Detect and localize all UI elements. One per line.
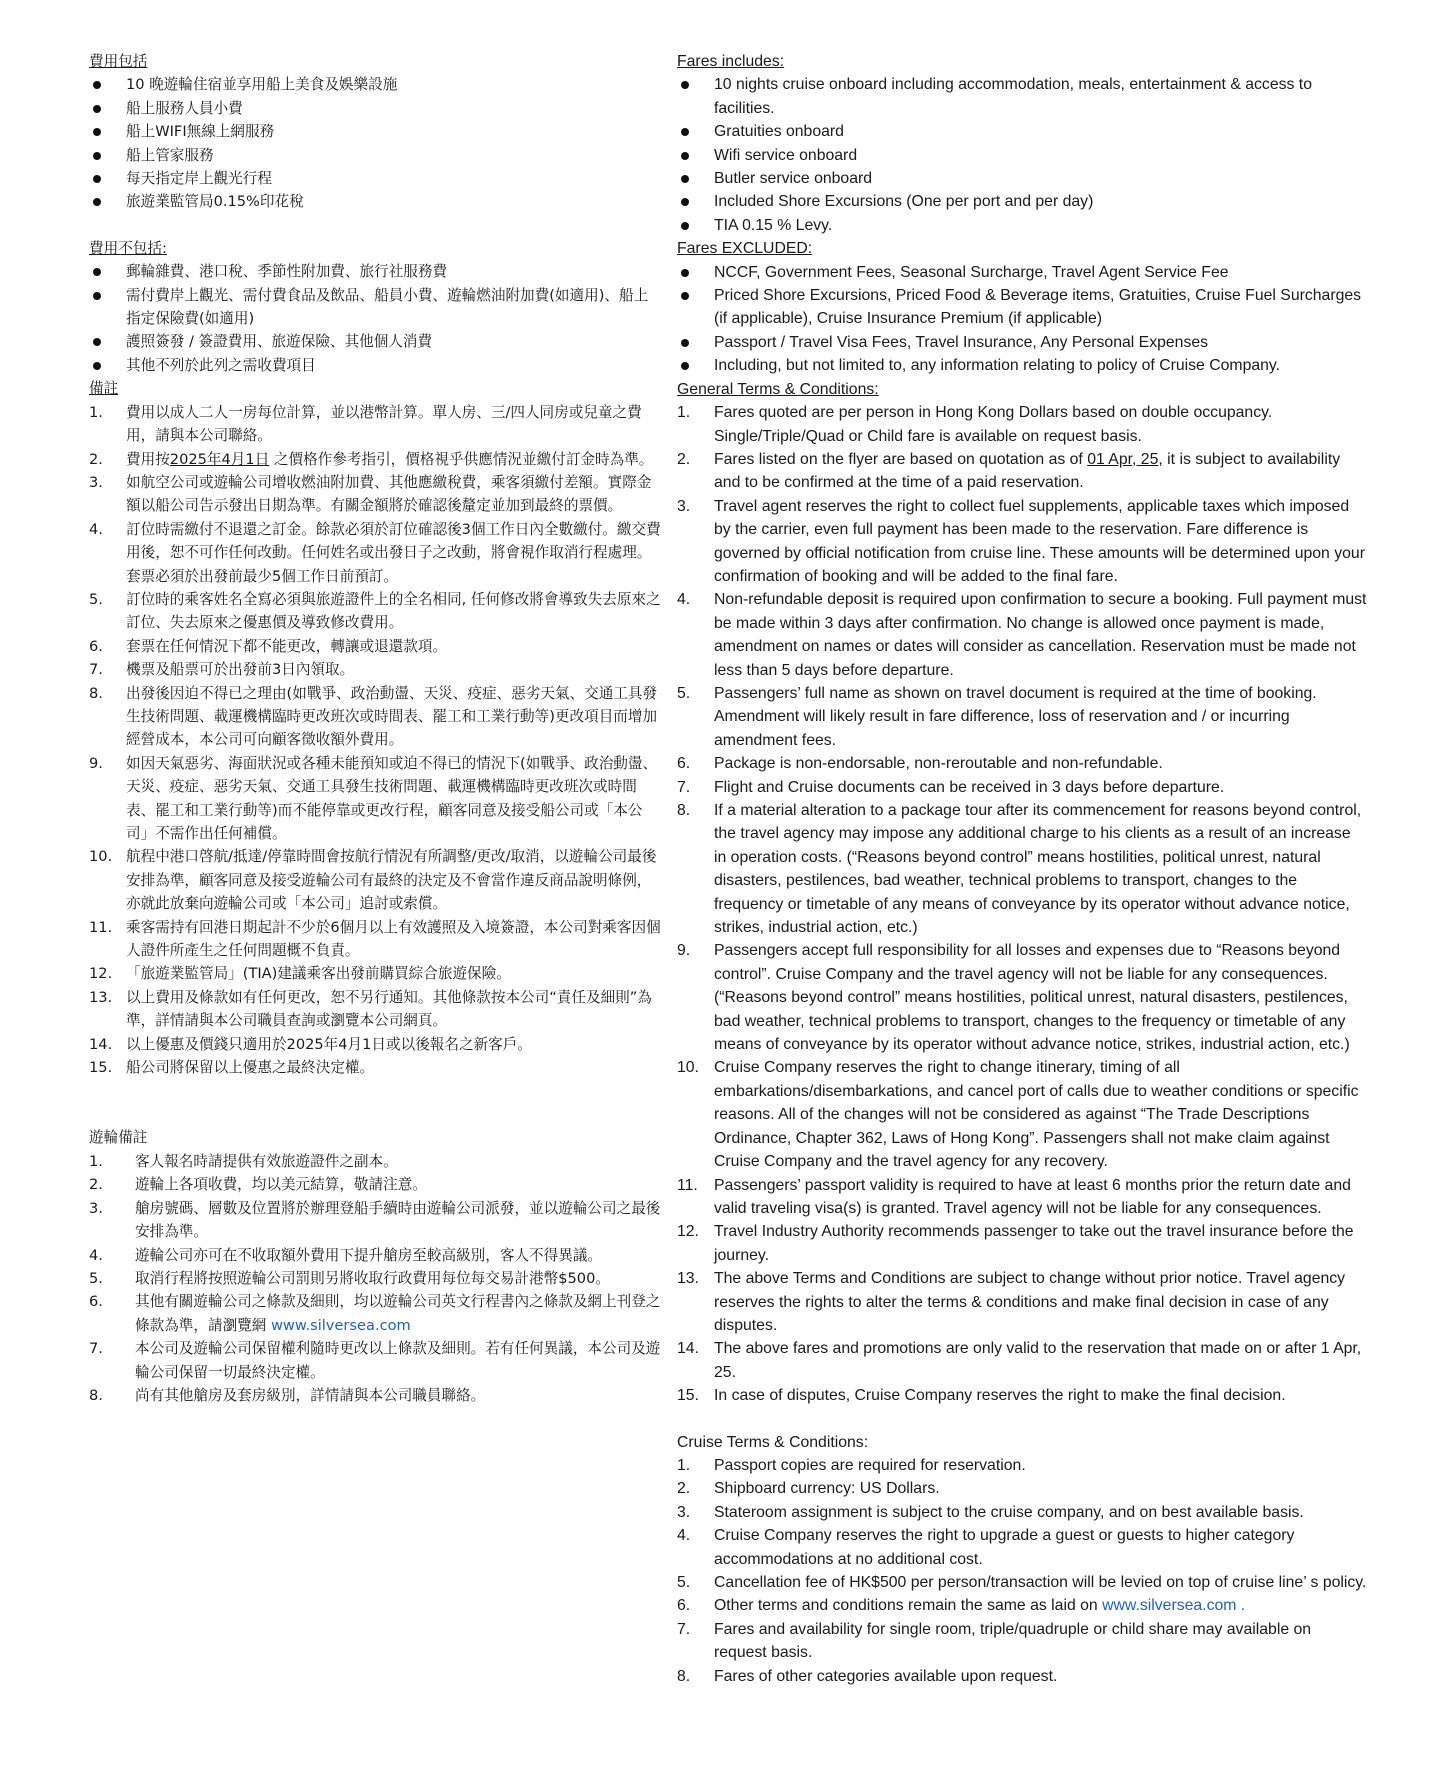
- list-item: 4. Non-refundable deposit is required upon confirmation to secure a booking. Full payment must be made within 3 days after confirmation. No change is allowed once payment is made, amendment on names or dates will consider as cancellation. Reservation must be made not less than 5 days before departure.: [677, 591, 1367, 679]
- bullet-icon: [681, 128, 689, 136]
- list-item: 2. 遊輪上各項收費，均以美元結算，敬請注意。: [89, 1176, 427, 1194]
- list-item: 10 晚遊輪住宿並享用船上美食及娛樂設施: [89, 73, 662, 96]
- bullet-icon: [93, 362, 101, 370]
- excluded-list-en: [677, 261, 1367, 378]
- list-item: 10. 航程中港口啓航/抵達/停靠時間會按航行情況有所調整/更改/取消，以遊輪公司最後安排為準，顧客同意及接受遊輪公司有最終的決定及不會當作違反商品說明條例，亦就此放棄向遊輪公司或「本公司」追討或索償。: [89, 848, 657, 913]
- list-item: 9. 如因天氣惡劣、海面狀況或各種未能預知或迫不得已的情況下(如戰爭、政治動盪、天災、疫症、惡劣天氣、交通工具發生技術問題、載運機構臨時更改班次或時間表、罷工和工業行動等)而不能停靠或更改行程，顧客同意及接受船公司或「本公司」不需作出任何補償。: [89, 754, 658, 842]
- excluded-heading-en: Fares EXCLUDED:: [677, 240, 813, 258]
- list-item: 郵輪雜費、港口稅、季節性附加費、旅行社服務費: [89, 260, 662, 283]
- list-item: 1. Fares quoted are per person in Hong Kong Dollars based on double occupancy. Single/Triple/Quad or Child fare is available on request basis.: [677, 404, 1273, 445]
- list-item: 船上服務人員小費: [89, 97, 662, 120]
- list-item: Passport / Travel Visa Fees, Travel Insurance, Any Personal Expenses: [677, 331, 1367, 354]
- cruise-heading-en: Cruise Terms & Conditions:: [677, 1433, 869, 1451]
- bullet-icon: [681, 152, 689, 160]
- list-item: TIA 0.15 % Levy.: [677, 214, 1367, 237]
- list-item: 每天指定岸上觀光行程: [89, 167, 662, 190]
- silversea-link[interactable]: www.silversea.com: [1102, 1597, 1237, 1615]
- list-item: 4. Cruise Company reserves the right to upgrade a guest or guests to higher category accommodations at no additional cost.: [677, 1527, 1295, 1568]
- list-item: 15. In case of disputes, Cruise Company reserves the right to make the final decision.: [677, 1387, 1286, 1405]
- bullet-icon: [681, 81, 689, 89]
- list-item: Gratuities onboard: [677, 120, 1367, 143]
- cruise-list-en: [677, 1454, 1367, 1688]
- list-item: 1. 費用以成人二人一房每位計算，並以港幣計算。單人房、三/四人同房或兒童之費用，請與本公司聯絡。: [89, 403, 642, 445]
- remarks-list-cn: [89, 401, 662, 1080]
- includes-list-cn: [89, 73, 662, 213]
- list-item: 5. 取消行程將按照遊輪公司罰則另將收取行政費用每位每交易計港幣$500。: [89, 1269, 610, 1287]
- list-item: 10 nights cruise onboard including accommodation, meals, entertainment & access to facilities.: [677, 73, 1367, 120]
- excludes-list-cn: [89, 260, 662, 377]
- list-item: 6. 套票在任何情況下都不能更改，轉讓或退還款項。: [89, 637, 448, 655]
- bullet-icon: [681, 292, 689, 300]
- list-item: 14. 以上優惠及價錢只適用於2025年4月1日或以後報名之新客戶。: [89, 1035, 532, 1053]
- list-item: 2. Shipboard currency: US Dollars.: [677, 1480, 940, 1498]
- list-item: 1. 客人報名時請提供有效旅遊證件之副本。: [89, 1152, 398, 1170]
- list-item: 3. Travel agent reserves the right to collect fuel supplements, applicable taxes which imposed by the carrier, even full payment has been made to the reservation. Fare difference is governed by official notification from cruise line. These amounts will be determined upon your confirmation of booking and will be added to the final fare.: [677, 497, 1365, 585]
- list-item: 1. Passport copies are required for reservation.: [677, 1456, 1026, 1474]
- bullet-icon: [681, 339, 689, 347]
- list-item: 5. Passengers’ full name as shown on travel document is required at the time of booking. Amendment will likely result in fare difference, loss of reservation and / or incurring amendment fees.: [677, 684, 1317, 749]
- list-item: 7. 機票及船票可於出發前3日內領取。: [89, 661, 355, 679]
- remarks-heading-cn: 備註: [89, 380, 119, 398]
- list-item: 11. 乘客需持有回港日期起計不少於6個月以上有效護照及入境簽證，本公司對乘客因個人證件所產生之任何問題概不負責。: [89, 918, 661, 960]
- list-item: 旅遊業監管局0.15%印花稅: [89, 190, 662, 213]
- list-item: 6. Package is non-endorsable, non-reroutable and non-refundable.: [677, 755, 1163, 773]
- bullet-icon: [93, 81, 101, 89]
- list-item: Included Shore Excursions (One per port and per day): [677, 190, 1367, 213]
- list-item: 15. 船公司將保留以上優惠之最終決定權。: [89, 1059, 375, 1077]
- general-list-en: [677, 401, 1367, 1407]
- silversea-link[interactable]: www.silversea.com: [270, 1316, 411, 1334]
- list-item: 13. The above Terms and Conditions are subject to change without prior notice. Travel agency reserves the rights to alter the terms & conditions and make final decision in case of any disputes.: [677, 1270, 1346, 1334]
- list-item: 其他不列於此列之需收費項目: [89, 354, 662, 377]
- list-item: 5. Cancellation fee of HK$500 per person/transaction will be levied on top of cruise line’ s policy.: [677, 1574, 1367, 1591]
- cruise-heading-cn: 遊輪備註: [89, 1129, 148, 1147]
- list-item: 3. 如航空公司或遊輪公司增收燃油附加費、其他應繳稅費，乘客須繳付差額。實際金額以船公司告示發出日期為準。有關金額將於確認後釐定並加到最終的票價。: [89, 473, 652, 515]
- includes-list-en: [677, 73, 1367, 237]
- chinese-terms-column: [89, 50, 662, 1407]
- list-item: 護照簽發 / 簽證費用、旅遊保險、其他個人消費: [89, 330, 662, 353]
- english-terms-column: [677, 50, 1367, 1688]
- list-item: 14. The above fares and promotions are only valid to the reservation that made on or after 1 Apr, 25.: [677, 1340, 1362, 1381]
- list-item: 7. Flight and Cruise documents can be received in 3 days before departure.: [677, 778, 1225, 796]
- list-item: 6. 其他有關遊輪公司之條款及細則，均以遊輪公司英文行程書內之條款及網上刊登之條款為準，請瀏覽網 www.silversea.com: [89, 1293, 661, 1334]
- bullet-icon: [93, 105, 101, 113]
- bullet-icon: [681, 222, 689, 230]
- list-item: 7. Fares and availability for single room, triple/quadruple or child share may available on request basis.: [677, 1620, 1312, 1662]
- list-item: Priced Shore Excursions, Priced Food & Beverage items, Gratuities, Cruise Fuel Surcharges (if applicable), Cruise Insurance Premium (if applicable): [677, 284, 1367, 331]
- list-item: 9. Passengers accept full responsibility for all losses and expenses due to “Reasons beyond control”. Cruise Company and the travel agency will not be liable for any consequences. (“Reasons beyond control” means hostilities, political unrest, natural disasters, pestilences, bad weather, technical problems to transport, changes to the frequency or timetable of any means of conveyance by its operator without advance notice, strikes, industrial action, etc.): [677, 942, 1350, 1054]
- includes-heading-cn: 費用包括: [89, 53, 148, 70]
- list-item: 11. Passengers’ passport validity is required to have at least 6 months prior the return date and valid traveling visa(s) is granted. Travel agency will not be liable for any consequences.: [677, 1176, 1351, 1217]
- list-item: 需付費岸上觀光、需付費食品及飲品、船員小費、遊輪燃油附加費(如適用)、船上指定保險費(如適用): [89, 284, 662, 331]
- list-item: 船上WIFI無線上網服務: [89, 120, 662, 143]
- list-item: 8. 尚有其他艙房及套房級別，詳情請與本公司職員聯絡。: [89, 1386, 486, 1404]
- list-item: Wifi service onboard: [677, 144, 1367, 167]
- list-item: 4. 訂位時需繳付不退還之訂金。餘款必須於訂位確認後3個工作日內全數繳付。繳交費用後，恕不可作任何改動。任何姓名或出發日子之改動，將會視作取消行程處理。套票必須於出發前最少5個工作日前預訂。: [89, 520, 661, 585]
- includes-heading-en: Fares includes:: [677, 53, 785, 70]
- list-item: 8. 出發後因迫不得已之理由(如戰爭、政治動盪、天災、疫症、惡劣天氣、交通工具發生技術問題、載運機構臨時更改班次或時間表、罷工和工業行動等)更改項目而增加經營成本，本公司可向顧客徵收額外費用。: [89, 684, 658, 749]
- list-item: 12. Travel Industry Authority recommends passenger to take out the travel insurance before the journey.: [677, 1223, 1354, 1264]
- bullet-icon: [93, 198, 101, 206]
- excludes-heading-cn: 費用不包括:: [89, 239, 167, 257]
- list-item: 13. 以上費用及條款如有任何更改，恕不另行通知。其他條款按本公司“責任及細則”為準，詳情請與本公司職員查詢或瀏覽本公司網頁。: [89, 988, 652, 1030]
- bullet-icon: [681, 175, 689, 183]
- cruise-list-cn: [89, 1150, 662, 1407]
- bullet-icon: [93, 292, 101, 300]
- list-item: Butler service onboard: [677, 167, 1367, 190]
- list-item: 船上管家服務: [89, 144, 662, 167]
- list-item: Including, but not limited to, any information relating to policy of Cruise Company.: [677, 354, 1367, 377]
- bullet-icon: [681, 362, 689, 370]
- list-item: 7. 本公司及遊輪公司保留權利隨時更改以上條款及細則。若有任何異議，本公司及遊輪公司保留一切最終決定權。: [89, 1340, 661, 1381]
- list-item: 4. 遊輪公司亦可在不收取額外費用下提升艙房至較高級別，客人不得異議。: [89, 1246, 603, 1264]
- list-item: 8. If a material alteration to a package tour after its commencement for reasons beyond control, the travel agency may impose any additional charge to his clients as a result of an increase in operation costs. (“Reasons beyond control” means hostilities, political unrest, natural disasters, pestilences, bad weather, technical problems to transport, changes to the frequency or timetable of any means of conveyance by its operator without advance notice, strikes, industrial action, etc.): [677, 802, 1362, 937]
- list-item: 3. Stateroom assignment is subject to the cruise company, and on best available basis.: [677, 1503, 1304, 1521]
- list-item: 10. Cruise Company reserves the right to change itinerary, timing of all embarkations/disembarkations, and cancel port of calls due to weather conditions or specific reasons. All of the changes will not be considered as against “The Trade Descriptions Ordinance, Chapter 362, Laws of Hong Kong”. Passengers shall not make claim against Cruise Company and the travel agency for any recovery.: [677, 1059, 1359, 1171]
- bullet-icon: [681, 198, 689, 206]
- bullet-icon: [93, 338, 101, 346]
- bullet-icon: [93, 268, 101, 276]
- list-item: NCCF, Government Fees, Seasonal Surcharge, Travel Agent Service Fee: [677, 261, 1367, 284]
- reference-date: 01 Apr, 25: [1087, 450, 1159, 468]
- list-item: 12. 「旅遊業監管局」(TIA)建議乘客出發前購買綜合旅遊保險。: [89, 965, 511, 983]
- reference-date: 2025年4月1日: [169, 450, 270, 468]
- bullet-icon: [93, 175, 101, 183]
- list-item: 2. Fares listed on the flyer are based on quotation as of 01 Apr, 25, it is subject to availability and to be confirmed at the time of a paid reservation.: [677, 450, 1341, 492]
- general-heading-en: General Terms & Conditions:: [677, 380, 879, 398]
- bullet-icon: [93, 152, 101, 160]
- list-item: 8. Fares of other categories available upon request.: [677, 1667, 1058, 1685]
- list-item: 6. Other terms and conditions remain the same as laid on www.silversea.com .: [677, 1597, 1246, 1615]
- bullet-icon: [681, 269, 689, 277]
- list-item: 5. 訂位時的乘客姓名全寫必須與旅遊證件上的全名相同, 任何修改將會導致失去原來之訂位、失去原來之優惠價及導致修改費用。: [89, 590, 661, 632]
- bullet-icon: [93, 128, 101, 136]
- list-item: 3. 艙房號碼、層數及位置將於辦理登船手續時由遊輪公司派發，並以遊輪公司之最後安排為準。: [89, 1199, 661, 1241]
- list-item: 2. 費用按2025年4月1日 之價格作參考指引，價格視乎供應情況並繳付訂金時為準。: [89, 450, 654, 468]
